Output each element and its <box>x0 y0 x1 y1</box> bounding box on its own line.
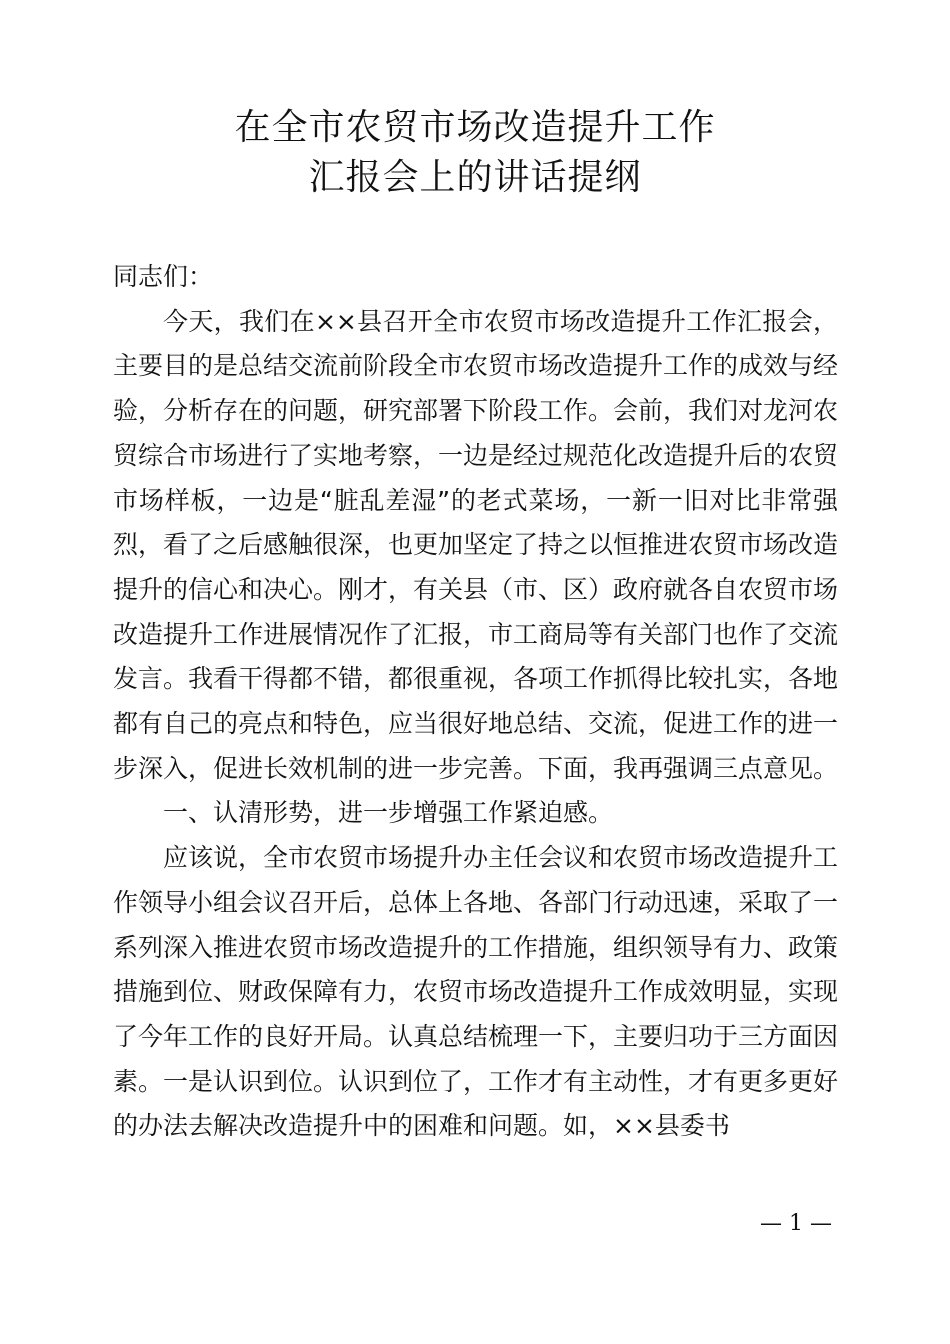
section-paragraph: 应该说，全市农贸市场提升办主任会议和农贸市场改造提升工作领导小组会议召开后，总体上各地、各部门行动迅速，采取了一系列深入推进农贸市场改造提升的工作措施，组织领导有力、政策措施到位、财政保障有力，农贸市场改造提升工作成效明显，实现了今年工作的良好开局。认真总结梳理一下，主要归功于三方面因素。一是认识到位。认识到位了，工作才有主动性，才有更多更好的办法去解决改造提升中的困难和问题。如，××县委书 <box>113 843 839 1141</box>
salutation: 同志们： <box>113 262 214 291</box>
page-number: — 1 — <box>760 1211 832 1236</box>
title-line-2: 汇报会上的讲话提纲 <box>308 157 642 198</box>
opening-paragraph: 今天，我们在××县召开全市农贸市场改造提升工作汇报会，主要目的是总结交流前阶段全市农贸市场改造提升工作的成效与经验，分析存在的问题，研究部署下阶段工作。会前，我们对龙河农贸综合市场进行了实地考察，一边是经过规范化改造提升后的农贸市场样板，一边是“脏乱差湿”的老式菜场，一新一旧对比非常强烈，看了之后感触很深，也更加坚定了持之以恒推进农贸市场改造提升的信心和决心。刚才，有关县（市、区）政府就各自农贸市场改造提升工作进展情况作了汇报，市工商局等有关部门也作了交流发言。我看干得都不错，都很重视，各项工作抓得比较扎实，各地都有自己的亮点和特色，应当很好地总结、交流，促进工作的进一步深入，促进长效机制的进一步完善。下面，我再强调三点意见。 <box>113 306 839 783</box>
title-line-1: 在全市农贸市场改造提升工作 <box>234 107 716 148</box>
document-body <box>113 255 838 1149</box>
section-heading: 一、认清形势，进一步增强工作紧迫感。 <box>163 798 614 828</box>
document-title <box>0 103 950 203</box>
